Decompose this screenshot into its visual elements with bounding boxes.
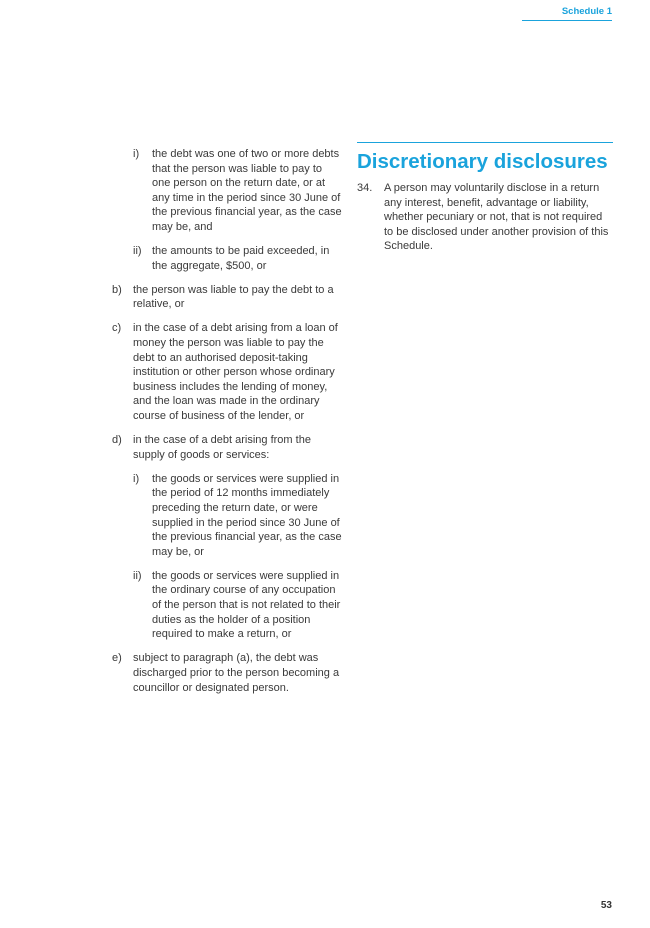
- list-item-text: subject to paragraph (a), the debt was discharged prior to the person becoming a councillor or designated person.: [133, 652, 340, 694]
- section-divider: [357, 142, 613, 143]
- list-item-text: in the case of a debt arising from a loan of money the person was liable to pay the debt to an authorised deposit-taking institution or other person whose ordinary business includes the lending of money, and the loan was made in the ordinary course of business of the lender, or: [133, 322, 338, 422]
- list-item: [112, 283, 342, 312]
- clause-number: 34.: [357, 182, 373, 194]
- list-marker: ii): [133, 569, 142, 582]
- list-item: [133, 244, 342, 273]
- list-marker: i): [133, 148, 140, 160]
- list-item: [112, 321, 342, 423]
- list-marker: i): [133, 472, 140, 485]
- list-item-text: the amounts to be paid exceeded, in the aggregate, $500, or: [152, 245, 330, 272]
- list-item-text: in the case of a debt arising from the supply of goods or services:: [133, 434, 311, 461]
- clause: [357, 181, 613, 254]
- list-item: [112, 433, 342, 462]
- list-marker: e): [112, 652, 122, 665]
- page-number: 53: [600, 900, 612, 911]
- list-item-text: the debt was one of two or more debts that the person was liable to pay to one person on the return date, or at any time in the period since 30 June of the previous financial year, as the case may be, and: [152, 148, 342, 233]
- right-column: [357, 142, 613, 254]
- section-heading: Discretionary disclosures: [357, 150, 608, 173]
- header-divider: [522, 20, 612, 21]
- list-item-text: the person was liable to pay the debt to a relative, or: [133, 283, 334, 311]
- running-header-title: Schedule 1: [561, 6, 612, 17]
- clause-text: A person may voluntarily disclose in a return any interest, benefit, advantage or liability, whether pecuniary or not, that is not required to be disclosed under another provision of this Schedule.: [384, 182, 609, 253]
- list-item: [133, 569, 342, 642]
- list-marker: d): [112, 434, 122, 447]
- list-item: [112, 651, 342, 695]
- list-marker: ii): [133, 245, 142, 258]
- left-column: [112, 147, 342, 695]
- list-marker: c): [112, 322, 122, 335]
- list-marker: b): [112, 283, 122, 296]
- list-item: [133, 472, 342, 560]
- list-item: [133, 147, 342, 235]
- list-item-text: the goods or services were supplied in the ordinary course of any occupation of the person that is not related to their duties as the holder of a position required to make a return, or: [152, 569, 341, 641]
- list-item-text: the goods or services were supplied in the period of 12 months immediately preceding the return date, or were supplied in the period since 30 June of the previous financial year, as the case may be, or: [152, 472, 342, 558]
